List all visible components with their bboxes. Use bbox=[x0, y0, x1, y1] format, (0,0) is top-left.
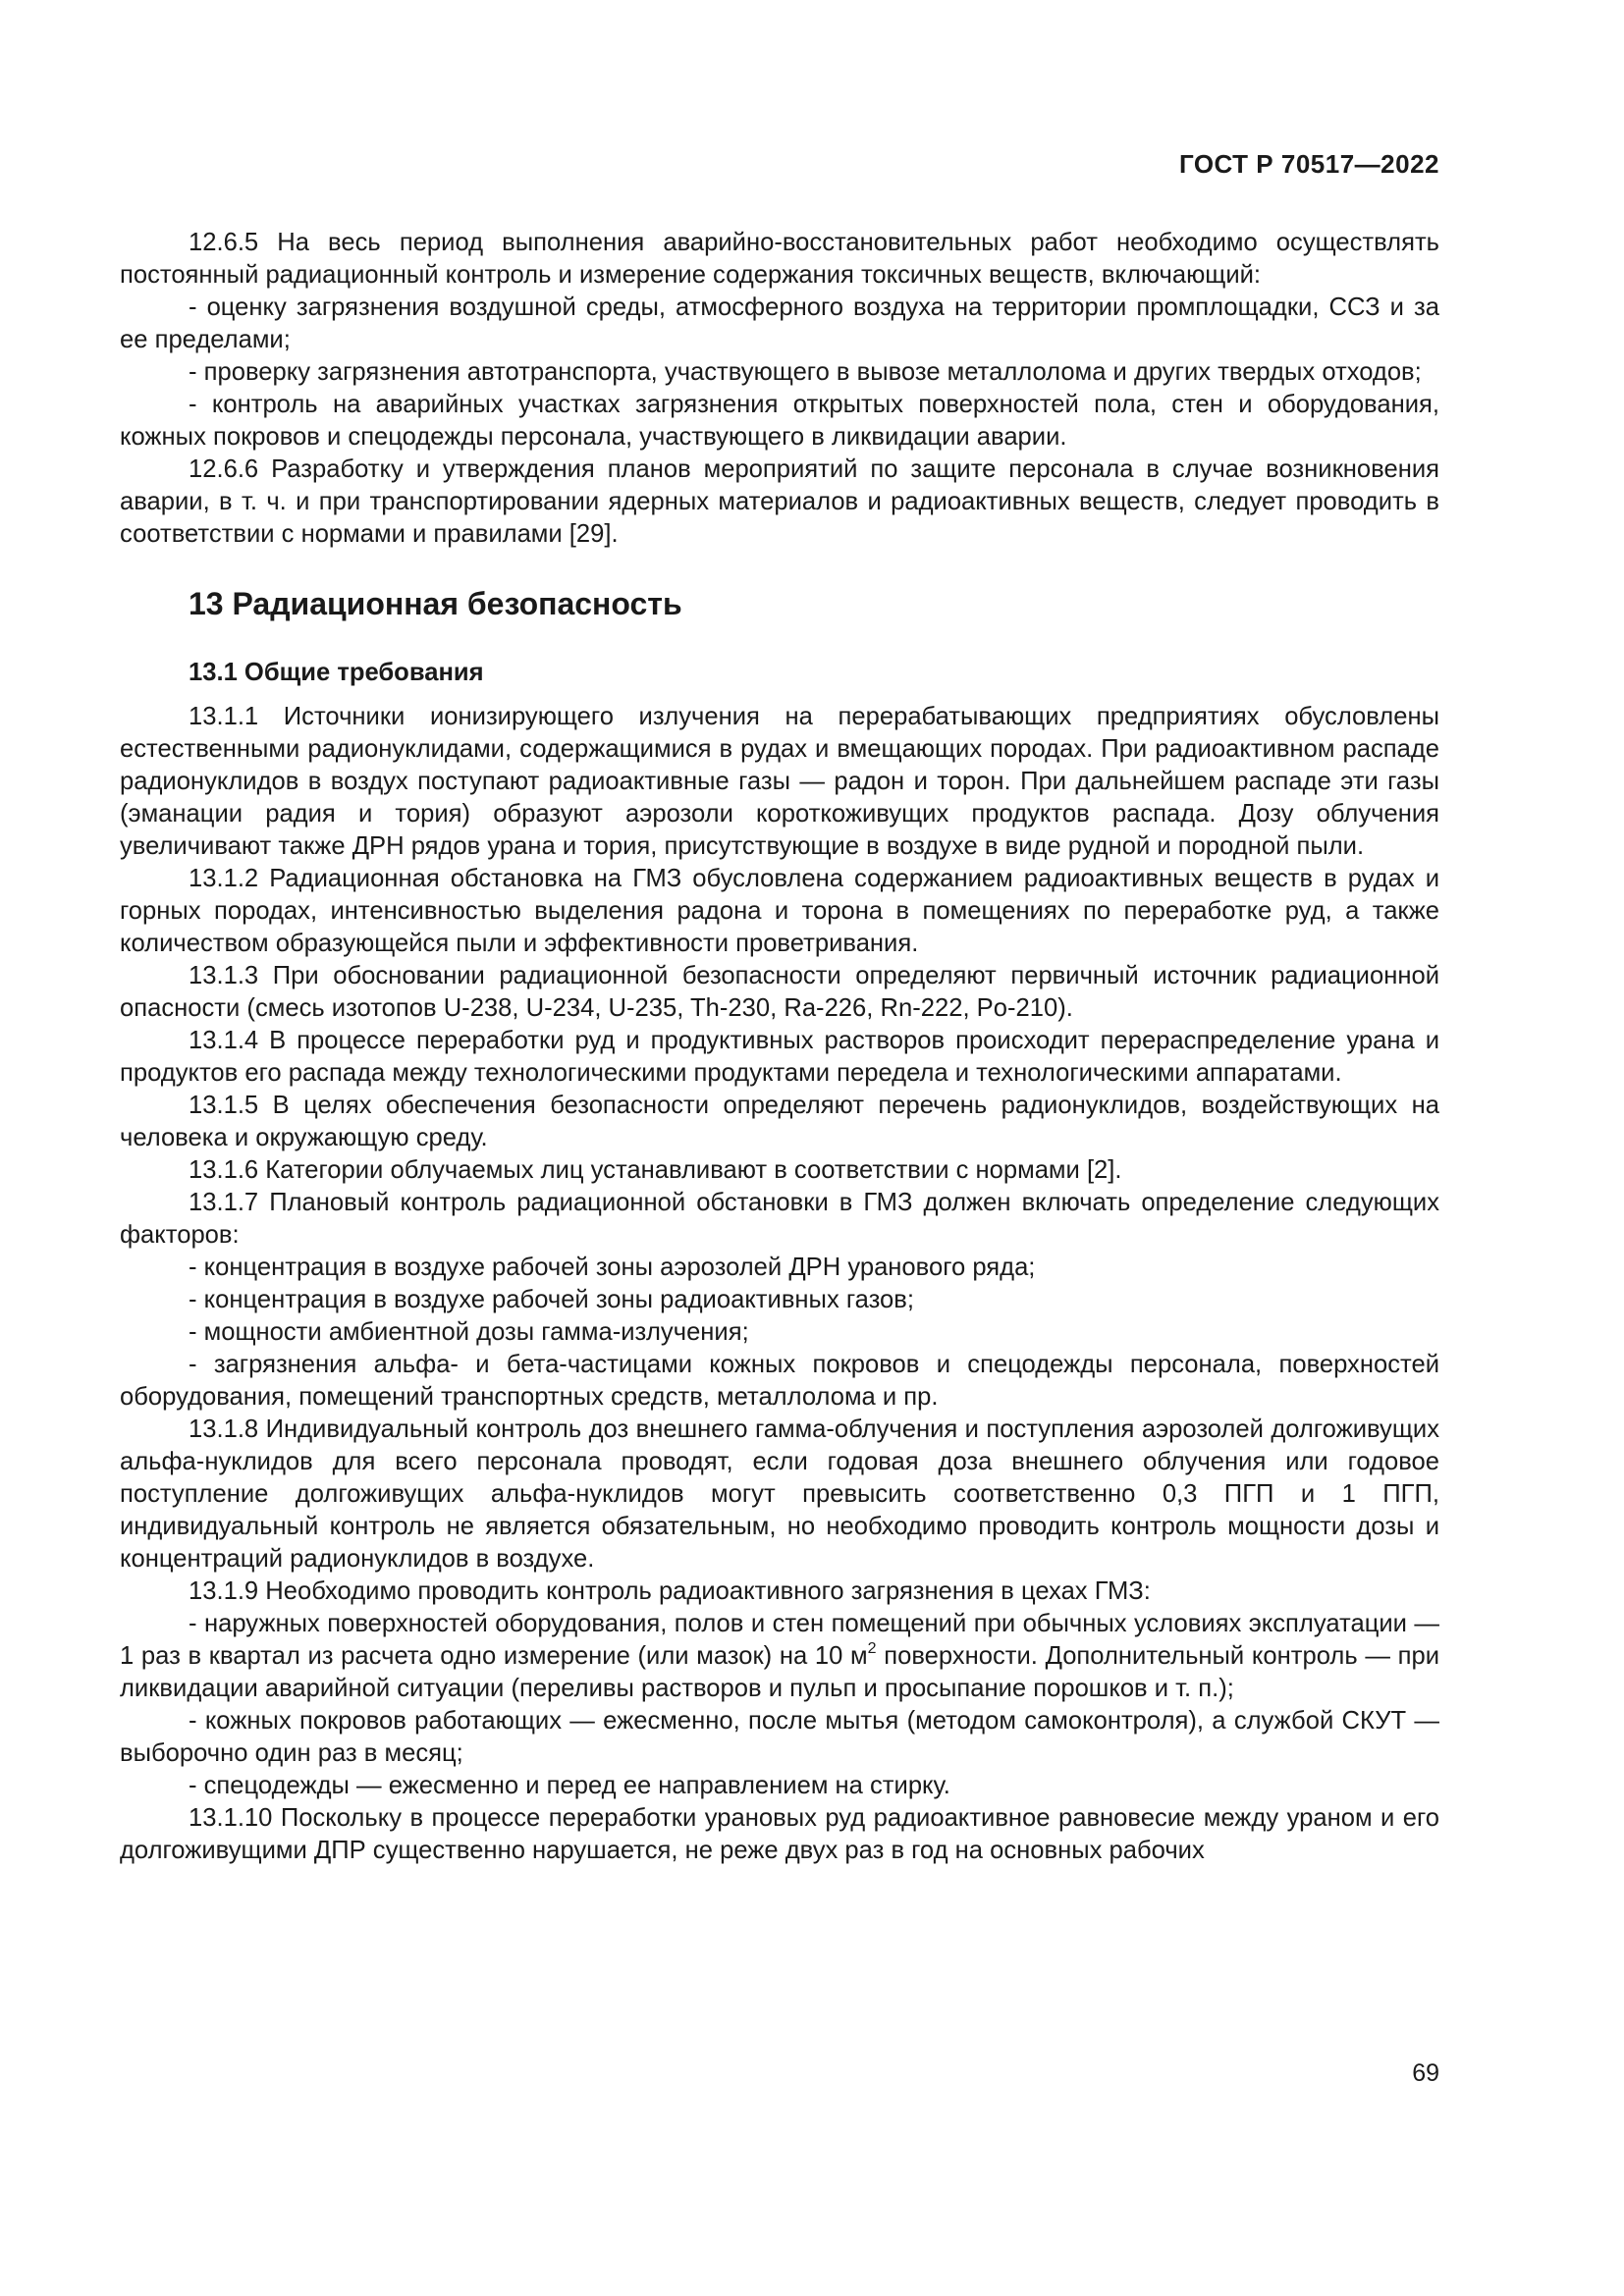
paragraph-13-1-6: 13.1.6 Категории облучаемых лиц устанавливают в соответствии с нормами [2]. bbox=[189, 1156, 1122, 1184]
paragraph-13-1-5: 13.1.5 В целях обеспечения безопасности определяют перечень радионуклидов, воздействующих на человека и окружающую среду. bbox=[120, 1092, 1439, 1151]
paragraph-13-1-4: 13.1.4 В процессе переработки руд и продуктивных растворов происходит перераспределение урана и продуктов его распада между технологическими продуктами передела и технологическими аппаратами. bbox=[120, 1027, 1439, 1087]
list-item: - кожных покровов работающих — ежесменно, после мытья (методом самоконтроля), а службой СКУТ — выборочно один раз в месяц; bbox=[120, 1707, 1439, 1767]
paragraph-13-1-3: 13.1.3 При обосновании радиационной безопасности определяют первичный источник радиационной опасности (смесь изотопов U-238, U-234, U-235, Th-230, Ra-226, Rn-222, Po-210). bbox=[120, 962, 1439, 1022]
paragraph-13-1-7: 13.1.7 Плановый контроль радиационной обстановки в ГМЗ должен включать определение следующих факторов: bbox=[120, 1189, 1439, 1249]
paragraph-12-6-6: 12.6.6 Разработку и утверждения планов мероприятий по защите персонала в случае возникновения аварии, в т. ч. и при транспортировании ядерных материалов и радиоактивных веществ, следует проводить в соответствии с нормами и правилами [29]. bbox=[120, 455, 1439, 548]
paragraph-13-1-1: 13.1.1 Источники ионизирующего излучения на перерабатывающих предприятиях обусловлены естественными радионуклидами, содержащимися в рудах и вмещающих породах. При радиоактивном распаде радионуклидов в воздух поступают радиоактивные газы — радон и торон. При дальнейшем распаде эти газы (эманации радия и тория) образуют аэрозоли короткоживущих продуктов распада. Дозу облучения увеличивают также ДРН рядов урана и тория, присутствующие в воздухе в виде рудной и породной пыли. bbox=[120, 703, 1439, 860]
paragraph-13-1-8: 13.1.8 Индивидуальный контроль доз внешнего гамма-облучения и поступления аэрозолей долгоживущих альфа-нуклидов для всего персонала проводят, если годовая доза внешнего облучения или годовое поступление долгоживущих альфа-нуклидов могут превысить соответственно 0,3 ПГП и 1 ПГП, индивидуальный контроль не является обязательным, но необходимо проводить контроль мощности дозы и концентраций радионуклидов в воздухе. bbox=[120, 1415, 1439, 1573]
document-body bbox=[120, 227, 1439, 1867]
list-item: - проверку загрязнения автотранспорта, участвующего в вывозе металлолома и других твердых отходов; bbox=[189, 358, 1422, 386]
list-item: - концентрация в воздухе рабочей зоны радиоактивных газов; bbox=[189, 1286, 914, 1313]
list-item: - спецодежды — ежесменно и перед ее направлением на стирку. bbox=[189, 1772, 950, 1799]
list-item-text-start: - наружных поверхностей оборудования, полов и стен помещений при обычных условиях эксплуатации — 1 раз в квартал из расчета одно измерение (или мазок) на 10 м bbox=[120, 1610, 1439, 1670]
document-code-header: ГОСТ Р 70517—2022 bbox=[1178, 149, 1439, 179]
list-item bbox=[120, 1608, 1439, 1705]
list-item: - контроль на аварийных участках загрязнения открытых поверхностей пола, стен и оборудования, кожных покровов и спецодежды персонала, участвующего в ликвидации аварии. bbox=[120, 391, 1439, 451]
list-item-text-end: поверхности. Дополнительный контроль — при ликвидации аварийной ситуации (переливы растворов и пульп и просыпание порошков и т. п.); bbox=[120, 1642, 1439, 1702]
list-item: - оценку загрязнения воздушной среды, атмосферного воздуха на территории промплощадки, ССЗ и за ее пределами; bbox=[120, 294, 1439, 353]
list-item: - концентрация в воздухе рабочей зоны аэрозолей ДРН уранового ряда; bbox=[189, 1254, 1036, 1281]
paragraph-13-1-10: 13.1.10 Поскольку в процессе переработки урановых руд радиоактивное равновесие между ураном и его долгоживущими ДПР существенно нарушается, не реже двух раз в год на основных рабочих bbox=[120, 1804, 1439, 1864]
paragraph-13-1-9: 13.1.9 Необходимо проводить контроль радиоактивного загрязнения в цехах ГМЗ: bbox=[189, 1577, 1151, 1605]
section-heading-13: 13 Радиационная безопасность bbox=[189, 586, 682, 621]
paragraph-12-6-5: 12.6.5 На весь период выполнения аварийно-восстановительных работ необходимо осуществлять постоянный радиационный контроль и измерение содержания токсичных веществ, включающий: bbox=[120, 229, 1439, 289]
paragraph-13-1-2: 13.1.2 Радиационная обстановка на ГМЗ обусловлена содержанием радиоактивных веществ в рудах и горных породах, интенсивностью выделения радона и торона в помещениях по переработке руд, а также количеством образующейся пыли и эффективности проветривания. bbox=[120, 865, 1439, 957]
superscript-exponent: 2 bbox=[867, 1640, 877, 1657]
list-item: - загрязнения альфа- и бета-частицами кожных покровов и спецодежды персонала, поверхностей оборудования, помещений транспортных средств, металлолома и пр. bbox=[120, 1351, 1439, 1411]
subsection-heading-13-1: 13.1 Общие требования bbox=[189, 659, 484, 686]
list-item: - мощности амбиентной дозы гамма-излучения; bbox=[189, 1318, 749, 1346]
page-number: 69 bbox=[1412, 2059, 1439, 2087]
